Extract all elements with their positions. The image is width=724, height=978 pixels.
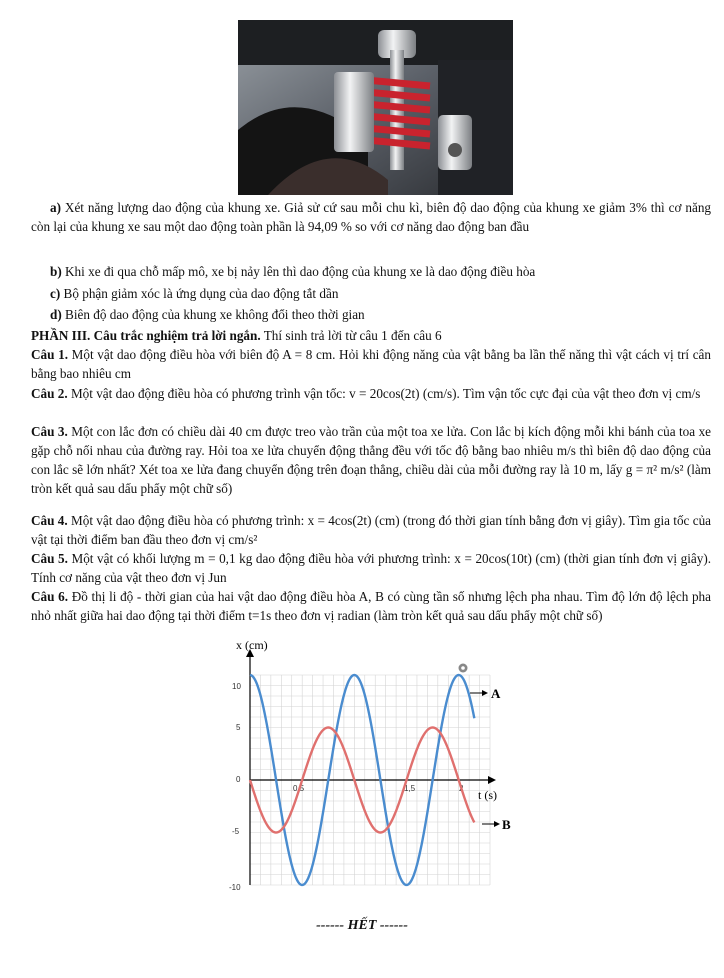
question-6 — [31, 587, 711, 625]
question-2-text: Một vật dao động điều hòa có phương trình vận tốc: v = 20cos(2t) (cm/s). Tìm vận tốc cực đại của vật theo đơn vị cm/s — [70, 386, 701, 401]
question-1-text: Một vật dao động điều hòa với biên độ A = 8 cm. Hỏi khi động năng của vật bằng ba lần thế năng thì vật cách vị trí cân bằng bao nhiêu cm — [31, 347, 711, 381]
question-3-text: Một con lắc đơn có chiều dài 40 cm được treo vào trần của một toa xe lửa. Con lắc bị kích động mỗi khi bánh của toa xe gặp chỗ nối nhau của đường ray. Hỏi toa xe lửa chuyển động thẳng đều với tốc độ bằng bao nhiêu m/s thì biên độ dao động của con lắc sẽ lớn nhất? Xét toa xe lửa đang chuyển động trên đoạn thẳng, chiều dài của mỗi đường ray là 10 m, lấy g = π² m/s² (làm tròn kết quả sau dấu phẩy một chữ số) — [31, 424, 712, 496]
gear-icon — [459, 664, 468, 673]
question-6-text: Đồ thị li độ - thời gian của hai vật dao động điều hòa A, B có cùng tần số nhưng lệch pha nhau. Tìm độ lớn độ lệch pha nhỏ nhất giữa hai dao động tại thời điểm t=1s theo đơn vị radian (làm tròn kết quả sau dấu phẩy một chữ số) — [31, 589, 712, 623]
item-b-label: b) — [50, 264, 62, 279]
item-a-label: a) — [50, 200, 61, 215]
legend-b-arrowhead — [494, 821, 500, 827]
item-d — [50, 305, 712, 324]
x-axis-label: t (s) — [478, 788, 497, 802]
item-b — [50, 262, 712, 281]
part3-title: PHẦN III. Câu trắc nghiệm trả lời ngắn. — [31, 328, 261, 343]
y-tick-5: 5 — [236, 723, 241, 732]
question-4-text: Một vật dao động điều hòa có phương trình: x = 4cos(2t) (cm) (trong đó thời gian tính bằng đơn vị giây). Tìm gia tốc của vật tại thời điểm ban đầu theo đơn vị cm/s² — [31, 513, 712, 547]
y-tick-minus5: -5 — [232, 827, 240, 836]
question-4-label: Câu 4. — [31, 513, 68, 528]
legend-a-label: A — [491, 686, 501, 701]
question-2-label: Câu 2. — [31, 386, 68, 401]
question-5-text: Một vật có khối lượng m = 0,1 kg dao động điều hòa với phương trình: x = 20cos(10t) (cm) (thời gian tính đơn vị giây). Tính cơ năng của vật theo đơn vị Jun — [31, 551, 712, 585]
item-d-text: Biên độ dao động của khung xe không đổi theo thời gian — [65, 307, 365, 322]
item-c — [50, 284, 712, 303]
question-2 — [31, 384, 711, 403]
part3-heading — [31, 326, 711, 345]
question-4 — [31, 511, 711, 549]
item-c-label: c) — [50, 286, 61, 301]
item-b-text: Khi xe đi qua chỗ mấp mô, xe bị nảy lên thì dao động của khung xe là dao động điều hòa — [65, 264, 536, 279]
question-5-label: Câu 5. — [31, 551, 68, 566]
shock-absorber-photo — [238, 20, 513, 195]
y-tick-10: 10 — [232, 682, 241, 691]
part3-instruction: Thí sinh trả lời từ câu 1 đến câu 6 — [263, 328, 442, 343]
item-c-text: Bộ phận giảm xóc là ứng dụng của dao động tắt dần — [63, 286, 339, 301]
question-3 — [31, 422, 711, 498]
x-tick-05: 0,5 — [293, 784, 305, 793]
question-3-label: Câu 3. — [31, 424, 68, 439]
oscillation-graph — [220, 635, 520, 893]
y-tick-0: 0 — [236, 775, 241, 784]
y-tick-minus10: -10 — [229, 883, 241, 892]
legend-b-label: B — [502, 817, 511, 832]
x-tick-15: 1,5 — [404, 784, 416, 793]
item-d-label: d) — [50, 307, 62, 322]
x-axis-arrow — [488, 776, 496, 784]
footer-end: ------ HẾT ------ — [316, 918, 408, 933]
item-a — [31, 198, 711, 236]
item-a-text: Xét năng lượng dao động của khung xe. Giả sử cứ sau mỗi chu kì, biên độ dao động của khung xe giảm 3% thì cơ năng còn lại của khung xe sau một dao động toàn phần là 94,09 % so với cơ năng dao động ban đầu — [31, 200, 712, 234]
y-axis-label: x (cm) — [236, 638, 268, 652]
graph-svg — [220, 635, 520, 893]
question-5 — [31, 549, 711, 587]
question-1 — [31, 345, 711, 383]
legend-a-arrowhead — [482, 690, 488, 696]
x-tick-2: 2 — [459, 784, 464, 793]
question-1-label: Câu 1. — [31, 347, 68, 362]
question-6-label: Câu 6. — [31, 589, 69, 604]
